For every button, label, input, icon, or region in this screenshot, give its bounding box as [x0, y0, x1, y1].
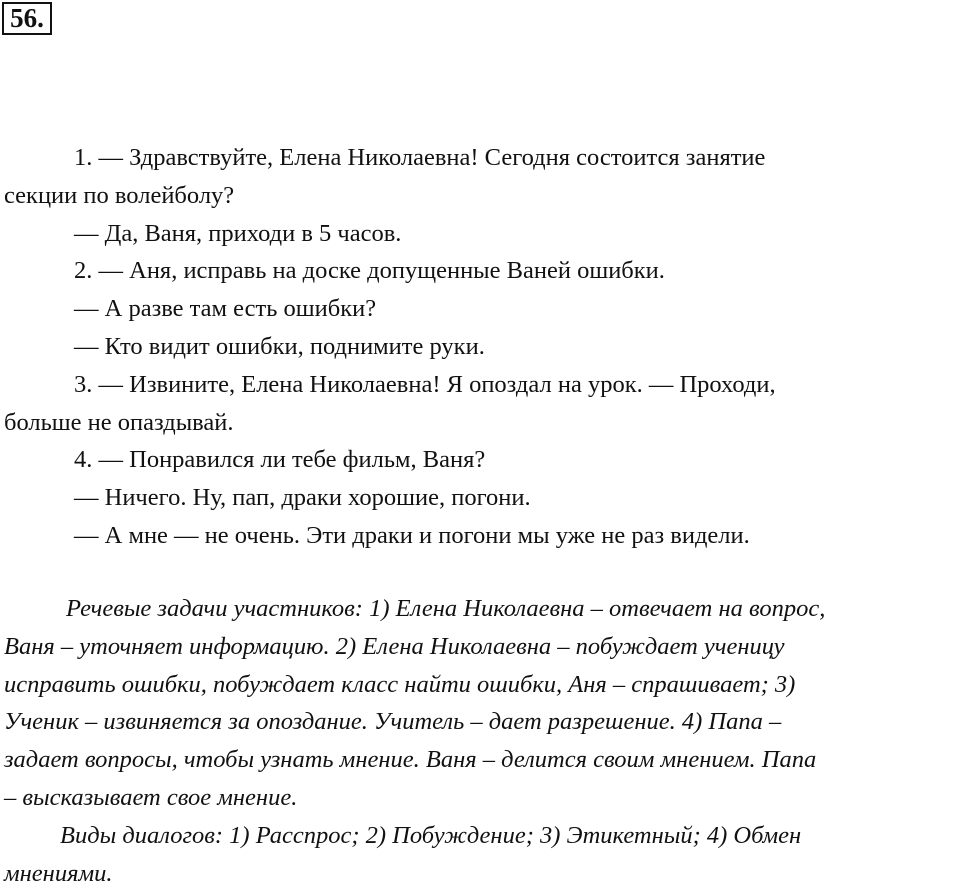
analysis-line: задает вопросы, чтобы узнать мнение. Ваня – делится своим мнением. Папа: [4, 746, 817, 774]
analysis-line: исправить ошибки, побуждает класс найти ошибки, Аня – спрашивает; 3): [4, 670, 796, 698]
dialog-line: 1. — Здравствуйте, Елена Николаевна! Сегодня состоится занятие: [74, 144, 766, 171]
dialog-line: 3. — Извините, Елена Николаевна! Я опоздал на урок. — Проходи,: [74, 370, 776, 398]
dialog-line: — А разве там есть ошибки?: [74, 295, 377, 323]
dialog-line: секции по волейболу?: [4, 181, 235, 209]
analysis-text: [4, 590, 959, 892]
dialog-line: — Кто видит ошибки, поднимите руки.: [74, 332, 485, 360]
analysis-line: – высказывает свое мнение.: [4, 783, 298, 811]
analysis-line: Ученик – извиняется за опоздание. Учитель – дает разрешение. 4) Папа –: [4, 708, 782, 736]
analysis-line: Виды диалогов: 1) Расспрос; 2) Побуждение; 3) Этикетный; 4) Обмен: [60, 821, 802, 849]
analysis-line: Ваня – уточняет информацию. 2) Елена Николаевна – побуждает ученицу: [4, 632, 785, 660]
dialog-line: больше не опаздывай.: [4, 408, 234, 436]
dialog-line: — Ничего. Ну, пап, драки хорошие, погони.: [74, 484, 531, 512]
dialog-line: — Да, Ваня, приходи в 5 часов.: [74, 219, 402, 247]
analysis-line: мнениями.: [4, 859, 113, 887]
dialog-text: [4, 139, 954, 555]
dialog-line: 2. — Аня, исправь на доске допущенные Ваней ошибки.: [74, 257, 665, 285]
analysis-line: Речевые задачи участников: 1) Елена Николаевна – отвечает на вопрос,: [66, 595, 826, 622]
task-number: 56.: [2, 2, 52, 35]
dialog-line: 4. — Понравился ли тебе фильм, Ваня?: [74, 446, 486, 474]
dialog-line: — А мне — не очень. Эти драки и погони мы уже не раз видели.: [74, 521, 750, 549]
